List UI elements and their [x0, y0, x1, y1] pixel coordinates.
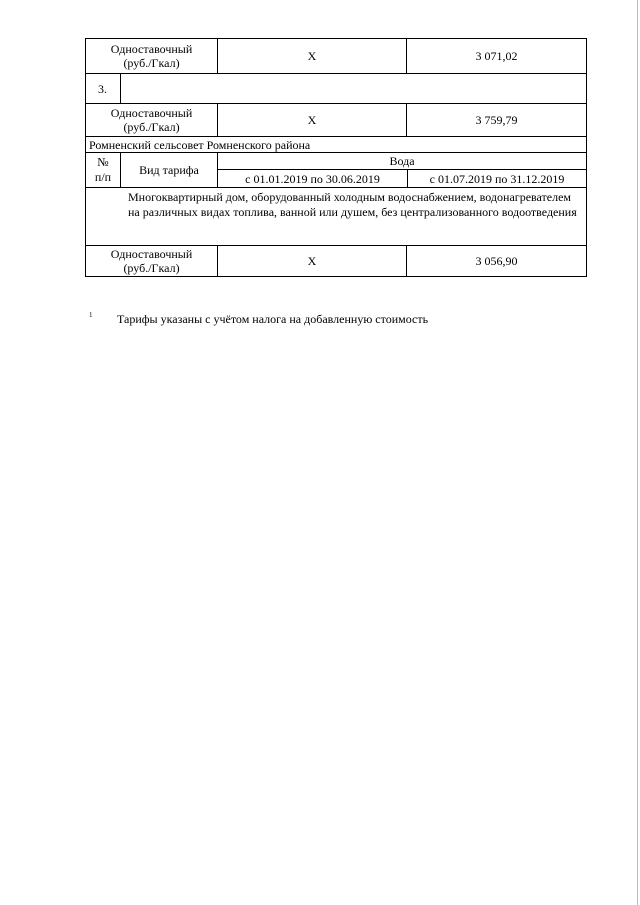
- consumer-description: Многоквартирный дом, оборудованный холодным водоснабжением, водонагревателем на различных видах топлива, ванной или душем, без централизованного водоотведения: [86, 188, 587, 246]
- footnote-mark: 1: [89, 311, 93, 319]
- first-half-value: Х: [218, 39, 407, 74]
- second-half-value: 3 071,02: [407, 39, 587, 74]
- table-row: [86, 153, 587, 170]
- tariff-type: Одноставочный: [110, 106, 193, 120]
- header-number: [86, 153, 121, 188]
- table-row: [86, 74, 587, 104]
- region-name: Ромненский сельсовет Ромненского района: [86, 137, 587, 153]
- header-number-text: № п/п: [94, 155, 112, 184]
- header-water: Вода: [218, 153, 587, 170]
- tariff-type-cell: [86, 246, 218, 277]
- header-period-2: с 01.07.2019 по 31.12.2019: [408, 170, 587, 188]
- row-number: 3.: [86, 74, 121, 104]
- tariff-table: [85, 38, 587, 277]
- table-row: [86, 137, 587, 153]
- second-half-value: 3 056,90: [407, 246, 587, 277]
- tariff-type: Одноставочный: [110, 42, 193, 56]
- tariff-type-cell: [86, 39, 218, 74]
- table-row: [86, 39, 587, 74]
- footnote-text: Тарифы указаны с учётом налога на добавленную стоимость: [117, 312, 429, 326]
- tariff-unit: (руб./Гкал): [123, 56, 180, 70]
- tariff-type: Одноставочный: [110, 247, 193, 261]
- second-half-value: 3 759,79: [407, 104, 587, 137]
- table-row: [86, 246, 587, 277]
- tariff-unit: (руб./Гкал): [123, 261, 180, 275]
- header-tariff-kind: Вид тарифа: [121, 153, 218, 188]
- tariff-unit: (руб./Гкал): [123, 120, 180, 134]
- table-row: [86, 188, 587, 246]
- first-half-value: Х: [218, 104, 407, 137]
- page-edge: [637, 0, 638, 905]
- tariff-type-cell: [86, 104, 218, 137]
- empty-cell: [121, 74, 587, 104]
- table-row: [86, 104, 587, 137]
- header-period-1: с 01.01.2019 по 30.06.2019: [218, 170, 408, 188]
- first-half-value: Х: [218, 246, 407, 277]
